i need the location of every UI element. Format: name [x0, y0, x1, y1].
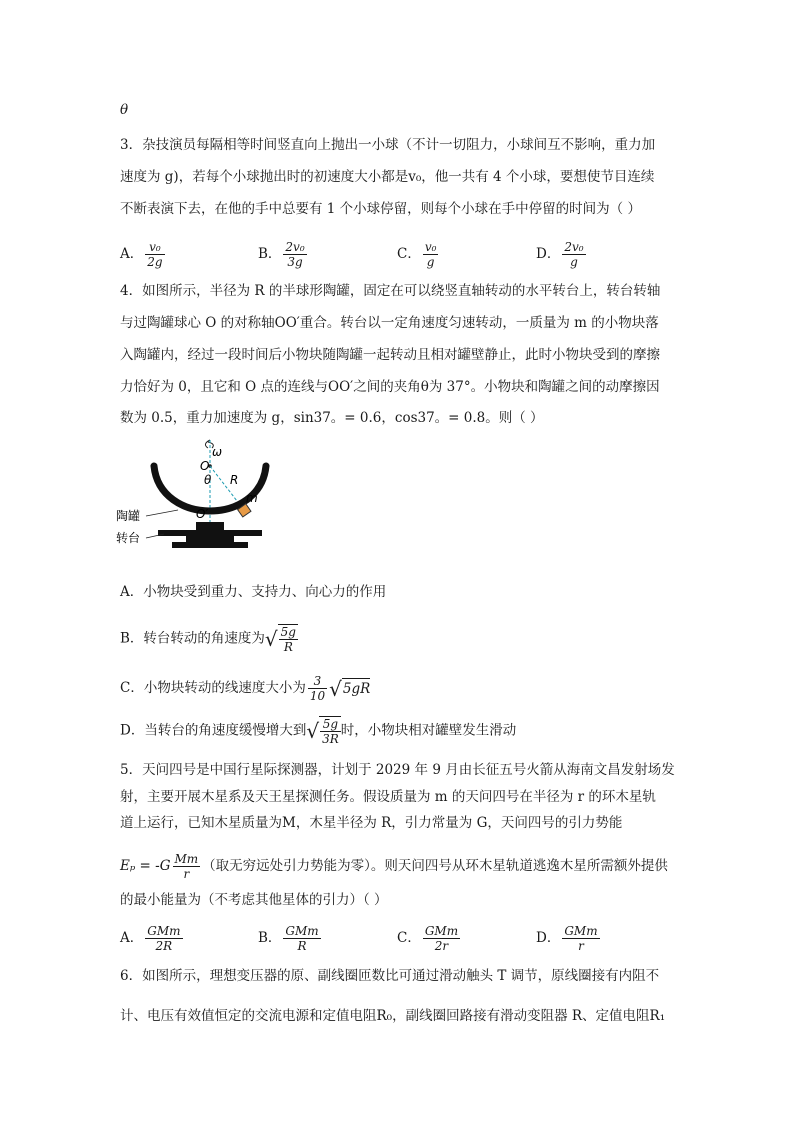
q3-option-b[interactable]: B． $\frac{\text{2v₀}}{3g}$ [258, 240, 305, 269]
q5-ep-fraction: $\frac{Mm}{r}$ [174, 852, 199, 881]
q3-option-c[interactable]: C． $\frac{\text{v₀}}{g}$ [397, 240, 437, 269]
turntable-stem [186, 536, 234, 542]
q5-option-a[interactable]: A． $\frac{\text{GMm}}{2R}$ [120, 924, 181, 953]
q6-line-2: 计、电压有效值恒定的交流电源和定值电阻R₀，副线圈回路接有滑动变阻器 R、定值电阻R₁ [120, 1008, 666, 1024]
q3-option-b-fraction: $\frac{\text{2v₀}}{3g}$ [285, 240, 305, 269]
q4-option-a[interactable]: A．小物块受到重力、支持力、向心力的作用 [120, 584, 387, 600]
q5-line-2: 射，主要开展木星系及天王星探测任务。假设质量为 m 的天问四号在半径为 r 的环木星轨 [120, 789, 656, 805]
q3-option-a-fraction: $\frac{\text{v₀}}{2g}$ [147, 240, 163, 269]
theta-fragment: θ [120, 102, 129, 118]
jar-base [196, 522, 224, 530]
q4-line-5: 数为 0.5，重力加速度为 g，sin37。= 0.6，cos37。= 0.8。则（ ） [120, 410, 544, 426]
q5-option-a-fraction: $\frac{\text{GMm}}{2R}$ [147, 924, 181, 953]
q4-option-b-sqrt: √ $\frac{5g}{R}$ [264, 625, 296, 654]
q4-line-3: 入陶罐内，经过一段时间后小物块随陶罐一起转动且相对罐壁静止，此时小物块受到的摩擦 [120, 347, 660, 363]
jar-label: 陶罐 [116, 509, 141, 523]
o-prime-label: O′ [196, 507, 209, 521]
r-label: R [230, 473, 239, 487]
o-label: O [200, 459, 210, 473]
q6-line-1: 6．如图所示，理想变压器的原、副线圈匝数比可通过滑动触头 T 调节，原线圈接有内阻不 [120, 968, 660, 984]
q5-option-b[interactable]: B． $\frac{\text{GMm}}{R}$ [258, 924, 319, 953]
q5-option-b-fraction: $\frac{\text{GMm}}{R}$ [285, 924, 319, 953]
q4-option-d-sqrt: √ $\frac{5g}{3R}$ [306, 717, 339, 746]
q4-line-2: 与过陶罐球心 O 的对称轴OO′重合。转台以一定角速度匀速转动，一质量为 m 的小物块落 [120, 315, 659, 331]
q5-option-c-fraction: $\frac{\text{GMm}}{2r}$ [424, 924, 459, 953]
q4-option-c[interactable]: C．小物块转动的线速度大小为 $\frac{3}{10}$ √5gR [120, 674, 371, 703]
q3-option-d-fraction: $\frac{\text{2v₀}}{g}$ [564, 240, 584, 269]
theta-label: θ [204, 473, 212, 487]
jar-label-leader [146, 510, 178, 516]
jar-turntable-figure [116, 436, 296, 556]
q4-line-1: 4．如图所示，半径为 R 的半球形陶罐，固定在可以绕竖直轴转动的水平转台上，转台转轴 [120, 283, 661, 299]
q3-option-a[interactable]: A． $\frac{\text{v₀}}{2g}$ [120, 240, 163, 269]
q5-option-d[interactable]: D． $\frac{\text{GMm}}{r}$ [536, 924, 598, 953]
q4-line-4: 力恰好为 0，且它和 O 点的连线与OO′之间的夹角θ为 37°。小物块和陶罐之间的动摩擦因 [120, 379, 660, 395]
turntable-bottom [172, 542, 248, 548]
q3-line-2: 速度为 g)，若每个小球抛出时的初速度大小都是v₀，他一共有 4 个小球，要想使节目连续 [120, 169, 655, 185]
q5-line-3: 道上运行，已知木星质量为M，木星半径为 R，引力常量为 G，天问四号的引力势能 [120, 815, 623, 831]
q5-potential-energy-line: Eₚ = -G $\frac{Mm}{r}$ （取无穷远处引力势能为零）。则天问四号从环木星轨道逃逸木星所需额外提供 [120, 852, 668, 881]
q5-line-1: 5．天问四号是中国行星际探测器，计划于 2029 年 9 月由长征五号火箭从海南文昌发射场发 [120, 762, 675, 778]
turntable-label: 转台 [116, 531, 141, 545]
q5-option-c[interactable]: C． $\frac{\text{GMm}}{2r}$ [397, 924, 459, 953]
q3-option-c-fraction: $\frac{\text{v₀}}{g}$ [424, 240, 437, 269]
q3-option-d[interactable]: D． $\frac{\text{2v₀}}{g}$ [536, 240, 584, 269]
q4-option-b[interactable]: B．转台转动的角速度为√ $\frac{5g}{R}$ [120, 625, 296, 654]
rotation-arrow-back [205, 440, 210, 448]
q4-option-c-fraction: $\frac{3}{10}$ [309, 674, 326, 703]
turntable-top [158, 530, 262, 536]
q4-option-d[interactable]: D．当转台的角速度缓慢增大到√ $\frac{5g}{3R}$ 时，小物块相对罐壁发生滑动 [120, 717, 517, 746]
omega-label: ω [212, 445, 223, 459]
q4-option-c-sqrt: √5gR [329, 676, 371, 701]
q3-line-3: 不断表演下去，在他的手中总要有 1 个小球停留，则每个小球在手中停留的时间为（ ） [120, 201, 641, 217]
q5-option-d-fraction: $\frac{\text{GMm}}{r}$ [564, 924, 598, 953]
m-label: m [246, 491, 258, 505]
q5-line-5: 的最小能量为（不考虑其他星体的引力）（ ） [120, 892, 388, 908]
q3-line-1: 3．杂技演员每隔相等时间竖直向上抛出一小球（不计一切阻力，小球间互不影响，重力加 [120, 137, 656, 153]
